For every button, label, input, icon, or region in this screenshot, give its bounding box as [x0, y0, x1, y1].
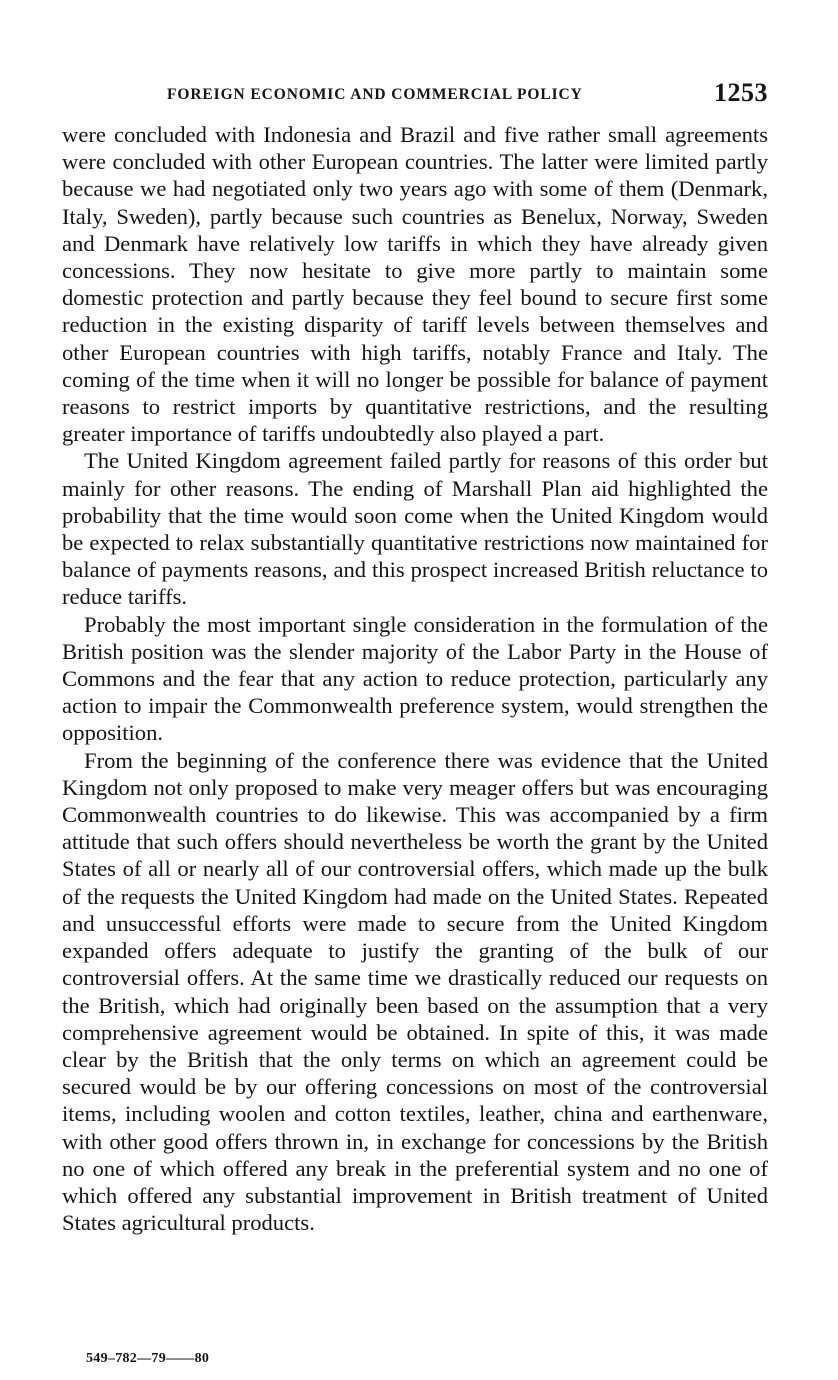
running-head	[62, 78, 768, 112]
paragraph-4: From the beginning of the conference there was evidence that the United Kingdom not only proposed to make very meager offers but was encouraging Commonwealth countries to do likewise. This was accompanied by a firm attitude that such offers should nevertheless be worth the grant by the United States of all or nearly all of our controversial offers, which made up the bulk of the requests the United Kingdom had made on the United States. Repeated and unsuccessful efforts were made to secure from the United Kingdom expanded offers adequate to justify the granting of the bulk of our controversial offers. At the same time we drastically reduced our requests on the British, which had originally been based on the assumption that a very comprehensive agreement would be obtained. In spite of this, it was made clear by the British that the only terms on which an agreement could be secured would be by our offering concessions on most of the controversial items, including woolen and cotton textiles, leather, china and earthenware, with other good offers thrown in, in exchange for concessions by the British no one of which offered any break in the preferential system and no one of which offered any substantial improvement in British treatment of United States agricultural products.	[62, 747, 768, 1236]
body-text	[62, 121, 768, 1236]
paragraph-3: Probably the most important single consideration in the formulation of the British position was the slender majority of the Labor Party in the House of Commons and the fear that any action to reduce protection, particularly any action to impair the Commonwealth preference system, would strengthen the opposition.	[62, 611, 768, 746]
paragraph-1: were concluded with Indonesia and Brazil and five rather small agreements were concluded with other European countries. The latter were limited partly because we had negotiated only two years ago with some of them (Denmark, Italy, Sweden), partly because such countries as Benelux, Norway, Sweden and Denmark have relatively low tariffs in which they have already given concessions. They now hesitate to give more partly to maintain some domestic protection and partly because they feel bound to secure first some reduction in the existing disparity of tariff levels between themselves and other European countries with high tariffs, notably France and Italy. The coming of the time when it will no longer be possible for balance of payment reasons to restrict imports by quantitative restrictions, and the resulting greater importance of tariffs undoubtedly also played a part.	[62, 122, 768, 447]
page-number: 1253	[714, 78, 768, 107]
paragraph-2: The United Kingdom agreement failed partly for reasons of this order but mainly for other reasons. The ending of Marshall Plan aid highlighted the probability that the time would soon come when the United Kingdom would be expected to relax substantially quantitative restrictions now maintained for balance of payments reasons, and this prospect increased British reluctance to reduce tariffs.	[62, 448, 768, 610]
print-code: 549–782—79——80	[86, 1351, 210, 1366]
running-head-title: FOREIGN ECONOMIC AND COMMERCIAL POLICY	[167, 86, 583, 103]
